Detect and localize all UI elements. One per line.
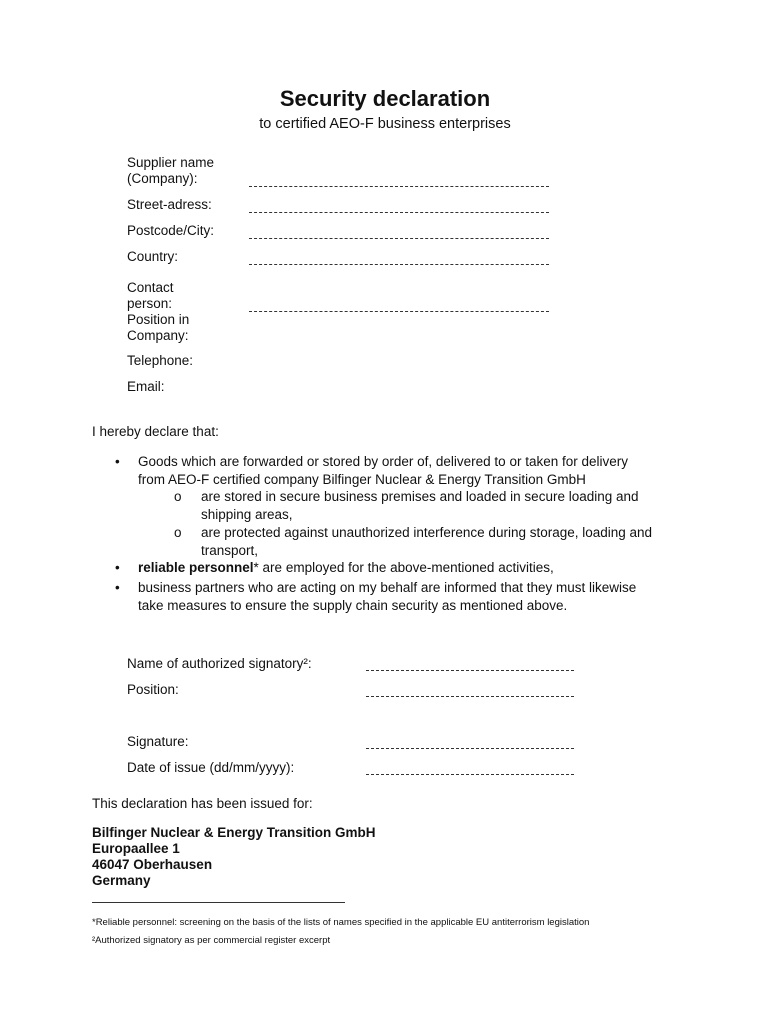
email-label: Email: bbox=[127, 379, 165, 394]
country-field[interactable] bbox=[249, 264, 549, 265]
street-field[interactable] bbox=[249, 212, 549, 213]
bullet-icon: • bbox=[115, 580, 120, 595]
document-subtitle: to certified AEO-F business enterprises bbox=[259, 116, 511, 132]
date-label: Date of issue (dd/mm/yyyy): bbox=[127, 760, 295, 775]
bullet-icon: • bbox=[115, 560, 120, 575]
country-label: Country: bbox=[127, 249, 179, 264]
issued-for-address: Bilfinger Nuclear & Energy Transition GmbH Europaallee 1 46047 Oberhausen Germany bbox=[92, 825, 376, 888]
issued-for-intro: This declaration has been issued for: bbox=[92, 796, 313, 811]
declaration-intro: I hereby declare that: bbox=[92, 424, 219, 439]
telephone-label: Telephone: bbox=[127, 353, 194, 368]
bullet-goods: Goods which are forwarded or stored by order of, delivered to or taken for delivery from AEO-F certified company Bilfinger Nuclear & Energy Transition GmbH bbox=[138, 454, 628, 487]
footnote-divider bbox=[92, 902, 345, 903]
bullet-icon: • bbox=[115, 454, 120, 469]
sub-bullet-icon: o bbox=[174, 489, 182, 504]
bullet-partners: business partners who are acting on my behalf are informed that they must likewise take measures to ensure the supply chain security as mentioned above. bbox=[138, 580, 637, 613]
postcode-city-field[interactable] bbox=[249, 238, 549, 239]
sub-bullet-protected: are protected against unauthorized interference during storage, loading and transport, bbox=[201, 525, 653, 558]
contact-person-field[interactable] bbox=[249, 311, 549, 312]
document-title: Security declaration bbox=[279, 86, 491, 111]
sub-bullet-icon: o bbox=[174, 525, 182, 540]
supplier-name-field[interactable] bbox=[249, 186, 549, 187]
signatory-name-label: Name of authorized signatory²: bbox=[127, 656, 312, 671]
signature-field[interactable] bbox=[366, 748, 574, 749]
signatory-position-label: Position: bbox=[127, 682, 179, 697]
signatory-name-field[interactable] bbox=[366, 670, 574, 671]
signatory-position-field[interactable] bbox=[366, 696, 574, 697]
footnote-signatory: ²Authorized signatory as per commercial register excerpt bbox=[92, 935, 331, 946]
signature-label: Signature: bbox=[127, 734, 189, 749]
bullet-personnel: reliable personnel* are employed for the above-mentioned activities, bbox=[138, 560, 554, 575]
street-label: Street-adress: bbox=[127, 197, 212, 212]
date-field[interactable] bbox=[366, 774, 574, 775]
footnote-personnel: *Reliable personnel: screening on the basis of the lists of names specified in the applicable EU antiterrorism legislation bbox=[92, 917, 590, 928]
sub-bullet-premises: are stored in secure business premises and loaded in secure loading and shipping areas, bbox=[201, 489, 639, 522]
contact-position-label: Contact person: Position in Company: bbox=[127, 280, 190, 343]
supplier-name-label: Supplier name (Company): bbox=[127, 155, 215, 186]
postcode-city-label: Postcode/City: bbox=[127, 223, 215, 238]
